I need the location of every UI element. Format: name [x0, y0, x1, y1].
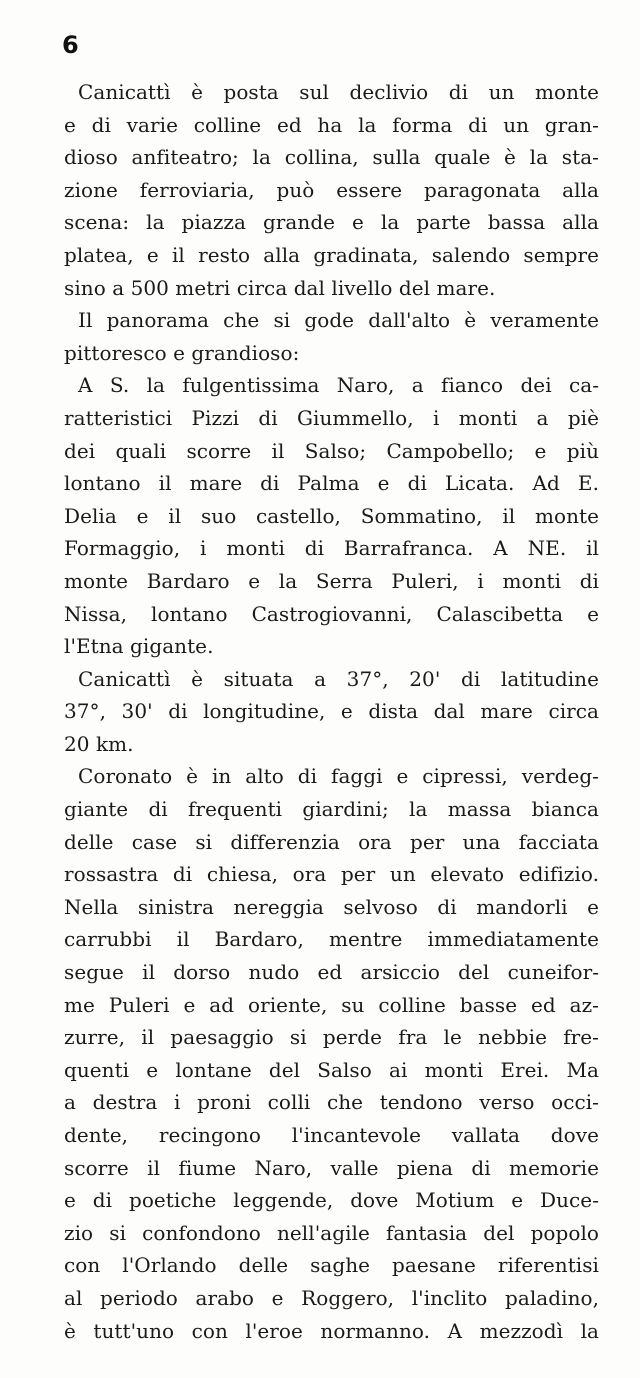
- text-line: segue il dorso nudo ed arsiccio del cuneifor-: [64, 960, 599, 985]
- text-line: scorre il fiume Naro, valle piena di memorie: [64, 1155, 599, 1180]
- text-line: Nella sinistra nereggia selvoso di mandorli e: [64, 894, 599, 919]
- text-line: Canicattì è posta sul declivio di un monte: [78, 80, 599, 104]
- text-line: scena: la piazza grande e la parte bassa alla: [64, 210, 599, 235]
- text-line: è tutt'uno con l'eroe normanno. A mezzodì la: [64, 1318, 599, 1343]
- text-line: monte Bardaro e la Serra Puleri, i monti di: [64, 568, 599, 593]
- text-line: dente, recingono l'incantevole vallata dove: [64, 1123, 599, 1147]
- text-line: sino a 500 metri circa dal livello del mare.: [64, 275, 496, 300]
- text-line: Nissa, lontano Castrogiovanni, Calascibetta e: [64, 601, 599, 626]
- text-line: al periodo arabo e Roggero, l'inclito paladino,: [64, 1285, 599, 1310]
- text-line: con l'Orlando delle saghe paesane riferentisi: [64, 1253, 599, 1278]
- text-line: zurre, il paesaggio si perde fra le nebbie fre-: [64, 1025, 599, 1050]
- text-line: a destra i proni colli che tendono verso occi-: [64, 1090, 599, 1115]
- text-line: Canicattì è situata a 37°, 20' di latitudine: [78, 666, 599, 691]
- text-line: pittoresco e grandioso:: [64, 340, 300, 365]
- text-line: platea, e il resto alla gradinata, salendo sempre: [64, 242, 599, 267]
- text-line: Delia e il suo castello, Sommatino, il monte: [64, 503, 599, 528]
- text-line: lontano il mare di Palma e di Licata. Ad E.: [64, 471, 599, 496]
- text-line: 37°, 30' di longitudine, e dista dal mare circa: [64, 699, 599, 724]
- text-line: zione ferroviaria, può essere paragonata alla: [64, 177, 599, 202]
- text-line: l'Etna gigante.: [64, 634, 214, 659]
- text-line: carrubbi il Bardaro, mentre immediatamente: [64, 927, 599, 952]
- page-number: 6: [62, 31, 79, 59]
- text-line: zio si confondono nell'agile fantasia del popolo: [64, 1220, 599, 1245]
- text-line: Coronato è in alto di faggi e cipressi, verdeg-: [78, 764, 599, 789]
- text-line: quenti e lontane del Salso ai monti Erei. Ma: [64, 1057, 599, 1082]
- body-text: [64, 76, 599, 1347]
- text-line: e di poetiche leggende, dove Motium e Duce-: [64, 1188, 599, 1213]
- text-line: A S. la fulgentissima Naro, a fianco dei ca-: [78, 373, 599, 398]
- text-line: me Puleri e ad oriente, su colline basse ed az-: [64, 992, 599, 1017]
- text-line: Il panorama che si gode dall'alto è veramente: [78, 308, 599, 333]
- text-line: delle case si differenzia ora per una facciata: [64, 829, 599, 854]
- text-line: Formaggio, i monti di Barrafranca. A NE. il: [64, 536, 599, 561]
- text-line: ratteristici Pizzi di Giummello, i monti a piè: [64, 405, 599, 430]
- text-line: dei quali scorre il Salso; Campobello; e più: [64, 438, 599, 463]
- text-line: e di varie colline ed ha la forma di un gran-: [64, 112, 599, 137]
- text-line: giante di frequenti giardini; la massa bianca: [64, 797, 599, 822]
- text-line: dioso anfiteatro; la collina, sulla quale è la sta-: [64, 145, 599, 170]
- text-line: 20 km.: [64, 731, 134, 756]
- text-line: rossastra di chiesa, ora per un elevato edifizio.: [64, 862, 599, 887]
